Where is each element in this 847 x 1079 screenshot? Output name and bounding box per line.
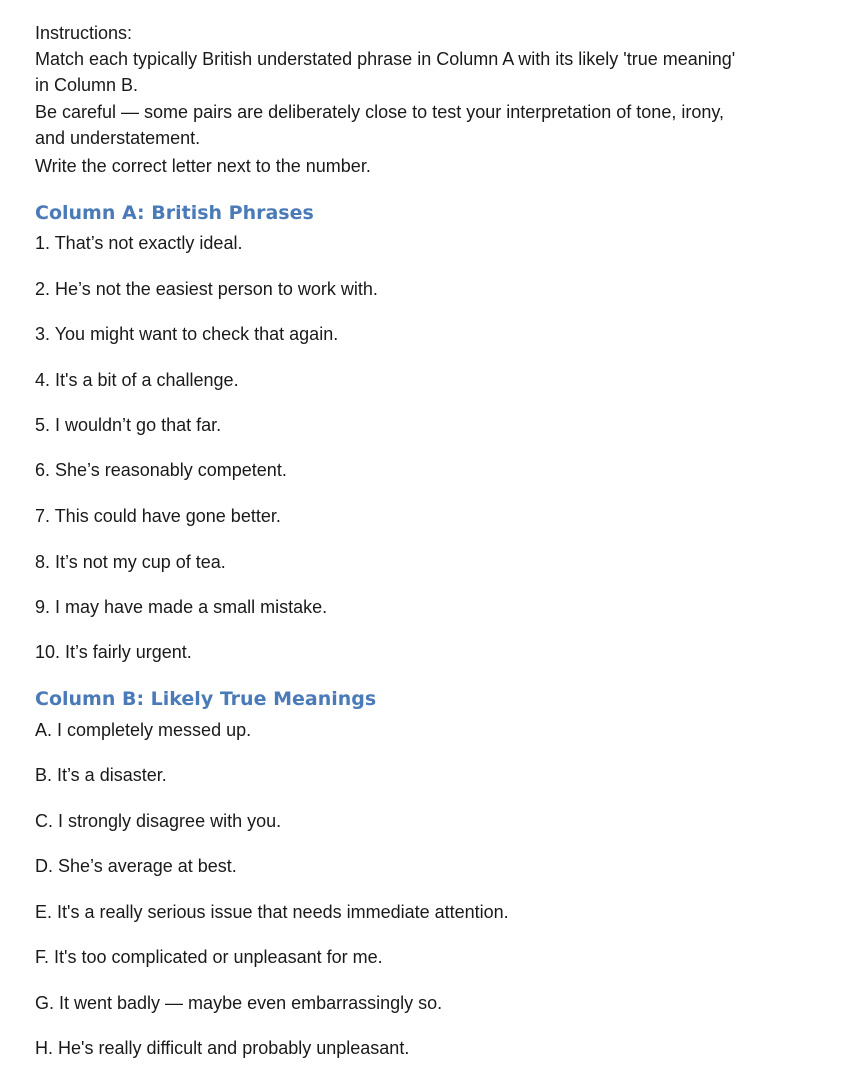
column-a-item: 8. It’s not my cup of tea.	[35, 552, 226, 572]
column-b-item: H. He's really difficult and probably unpleasant.	[35, 1038, 410, 1058]
column-b-item: A. I completely messed up.	[35, 720, 252, 740]
column-b-item: F. It's too complicated or unpleasant for me.	[35, 947, 383, 967]
column-a-item: 4. It's a bit of a challenge.	[35, 370, 239, 390]
column-a-item: 2. He’s not the easiest person to work with.	[35, 279, 378, 299]
column-a-heading: Column A: British Phrases	[35, 202, 314, 224]
column-b-item: G. It went badly — maybe even embarrassingly so.	[35, 993, 443, 1013]
column-a-item: 7. This could have gone better.	[35, 506, 281, 526]
column-b-item: E. It's a really serious issue that needs immediate attention.	[35, 902, 509, 922]
instructions-line: and understatement.	[35, 128, 201, 148]
instructions-line: Match each typically British understated phrase in Column A with its likely 'true meaning'	[35, 49, 736, 69]
column-b-item: B. It’s a disaster.	[35, 765, 167, 785]
column-a-item: 1. That’s not exactly ideal.	[35, 233, 243, 253]
column-b-heading: Column B: Likely True Meanings	[35, 688, 377, 710]
instructions-line: Be careful — some pairs are deliberately close to test your interpretation of tone, irony,	[35, 102, 725, 122]
column-a-item: 9. I may have made a small mistake.	[35, 597, 328, 617]
instructions-heading: Instructions:	[35, 23, 133, 43]
column-b-item: C. I strongly disagree with you.	[35, 811, 282, 831]
column-b-item: D. She’s average at best.	[35, 856, 237, 876]
instructions-line: Write the correct letter next to the number.	[35, 156, 371, 176]
instructions-line: in Column B.	[35, 75, 139, 95]
column-a-item: 6. She’s reasonably competent.	[35, 460, 287, 480]
column-a-item: 5. I wouldn’t go that far.	[35, 415, 222, 435]
column-a-item: 3. You might want to check that again.	[35, 324, 339, 344]
column-a-item: 10. It’s fairly urgent.	[35, 642, 192, 662]
